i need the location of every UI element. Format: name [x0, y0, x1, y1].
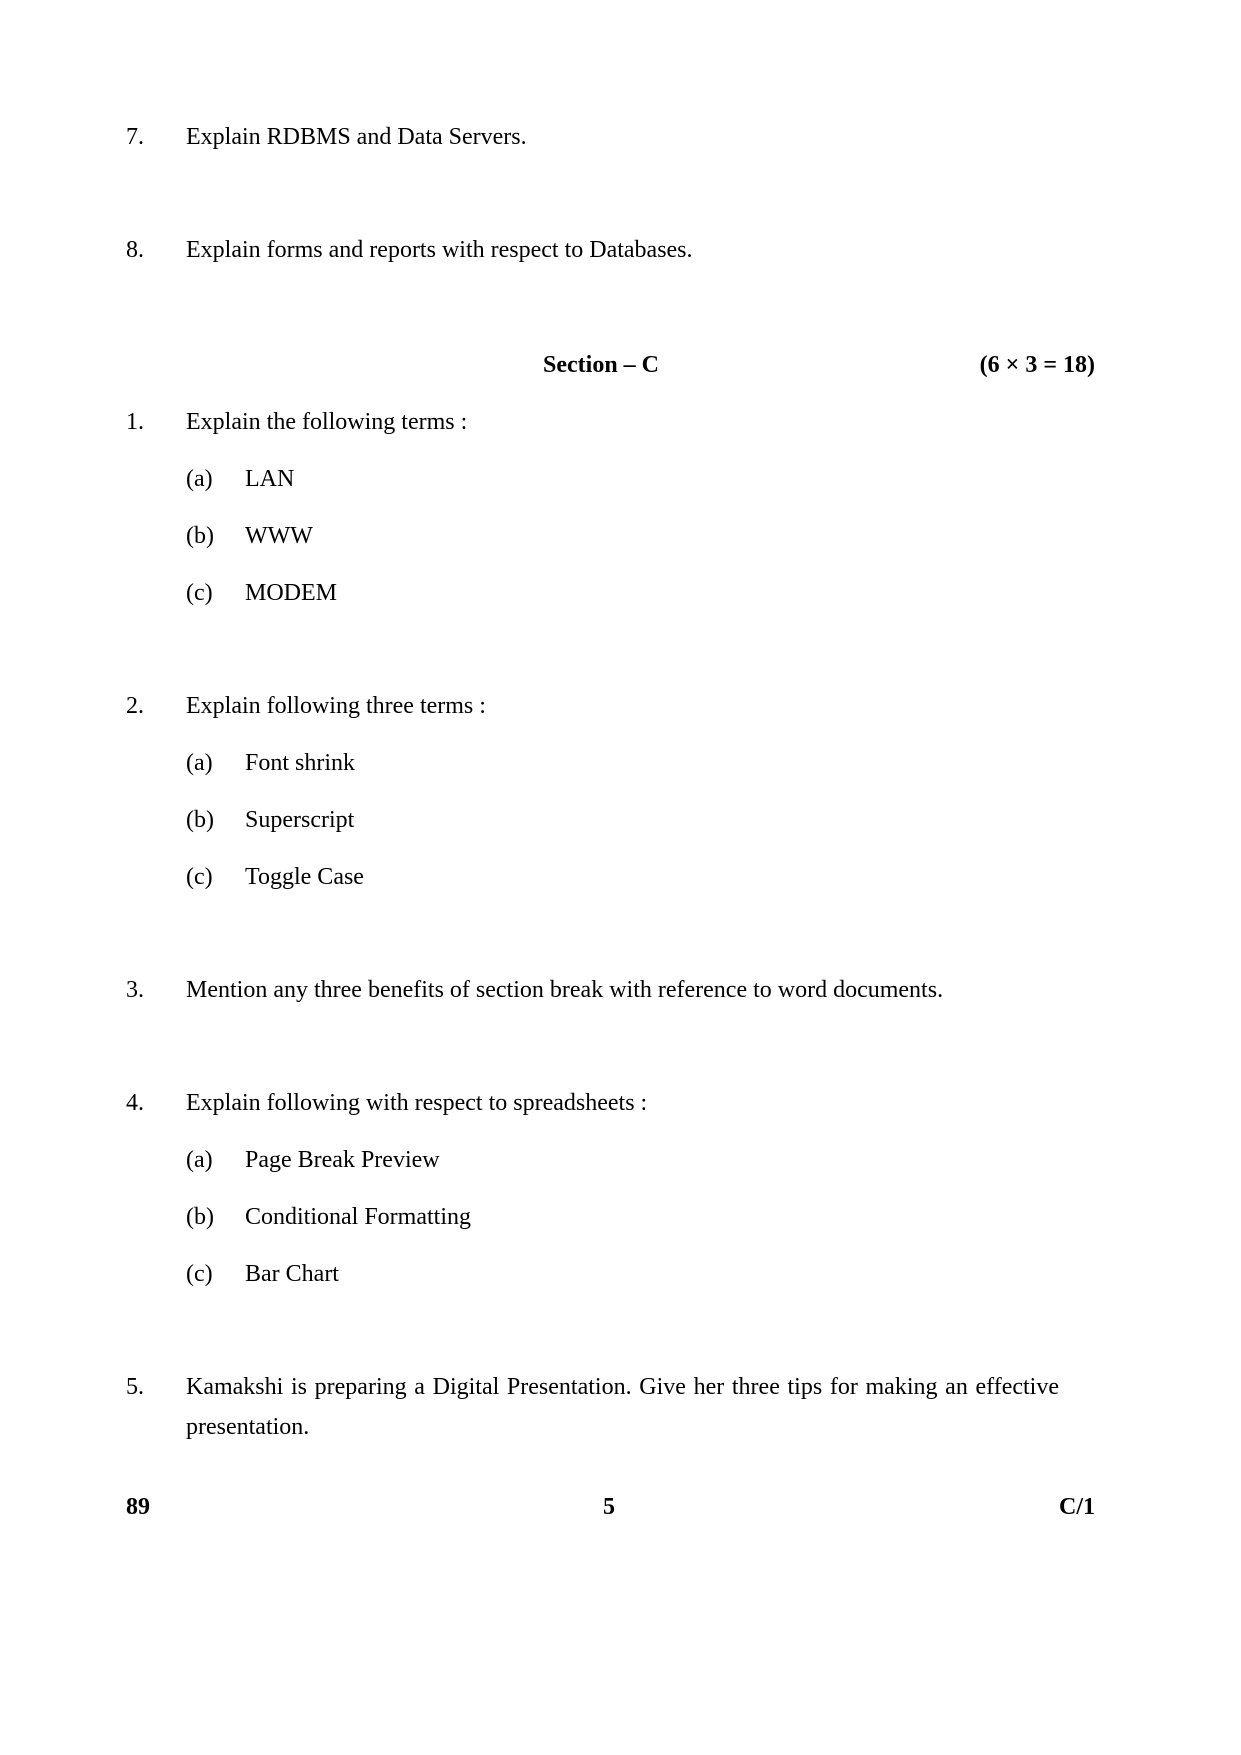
- sub-part-label: (b): [186, 1204, 214, 1230]
- sub-part-label: (c): [186, 580, 213, 606]
- sub-part-label: (b): [186, 523, 214, 549]
- footer-code: 89: [126, 1494, 150, 1520]
- page-number: 5: [603, 1494, 615, 1520]
- sub-part-text: Font shrink: [245, 750, 356, 776]
- question-text: Mention any three benefits of section break with reference to word documents.: [186, 977, 944, 1003]
- sub-part-label: (b): [186, 807, 214, 833]
- question-number: 2.: [126, 693, 144, 719]
- sub-part-text: WWW: [245, 523, 313, 549]
- question-number: 8.: [126, 237, 144, 263]
- sub-part-label: (a): [186, 1147, 213, 1173]
- question-text: Explain following three terms :: [186, 693, 486, 719]
- question-number: 3.: [126, 977, 144, 1003]
- question-number: 5.: [126, 1374, 144, 1400]
- question-text: Explain the following terms :: [186, 409, 468, 435]
- question-text: Explain forms and reports with respect to Databases.: [186, 237, 693, 263]
- sub-part-text: Conditional Formatting: [245, 1204, 471, 1230]
- section-marks: (6 × 3 = 18): [979, 352, 1095, 378]
- footer-set: C/1: [1059, 1494, 1095, 1520]
- sub-part-label: (c): [186, 1261, 213, 1287]
- question-text: Kamakshi is preparing a Digital Presentation. Give her three tips for making an effective presentation.: [186, 1374, 1059, 1440]
- sub-part-text: LAN: [245, 466, 295, 492]
- sub-part-text: Superscript: [245, 807, 355, 833]
- sub-part-text: Bar Chart: [245, 1261, 339, 1287]
- sub-part-label: (a): [186, 466, 213, 492]
- question-number: 1.: [126, 409, 144, 435]
- sub-part-label: (a): [186, 750, 213, 776]
- question-number: 4.: [126, 1090, 144, 1116]
- sub-part-label: (c): [186, 864, 213, 890]
- sub-part-text: Toggle Case: [245, 864, 364, 890]
- sub-part-text: MODEM: [245, 580, 338, 606]
- question-number: 7.: [126, 124, 144, 150]
- question-text: Explain RDBMS and Data Servers.: [186, 124, 527, 150]
- section-title: Section – C: [543, 352, 659, 378]
- question-text: Explain following with respect to spreadsheets :: [186, 1090, 648, 1116]
- sub-part-text: Page Break Preview: [245, 1147, 440, 1173]
